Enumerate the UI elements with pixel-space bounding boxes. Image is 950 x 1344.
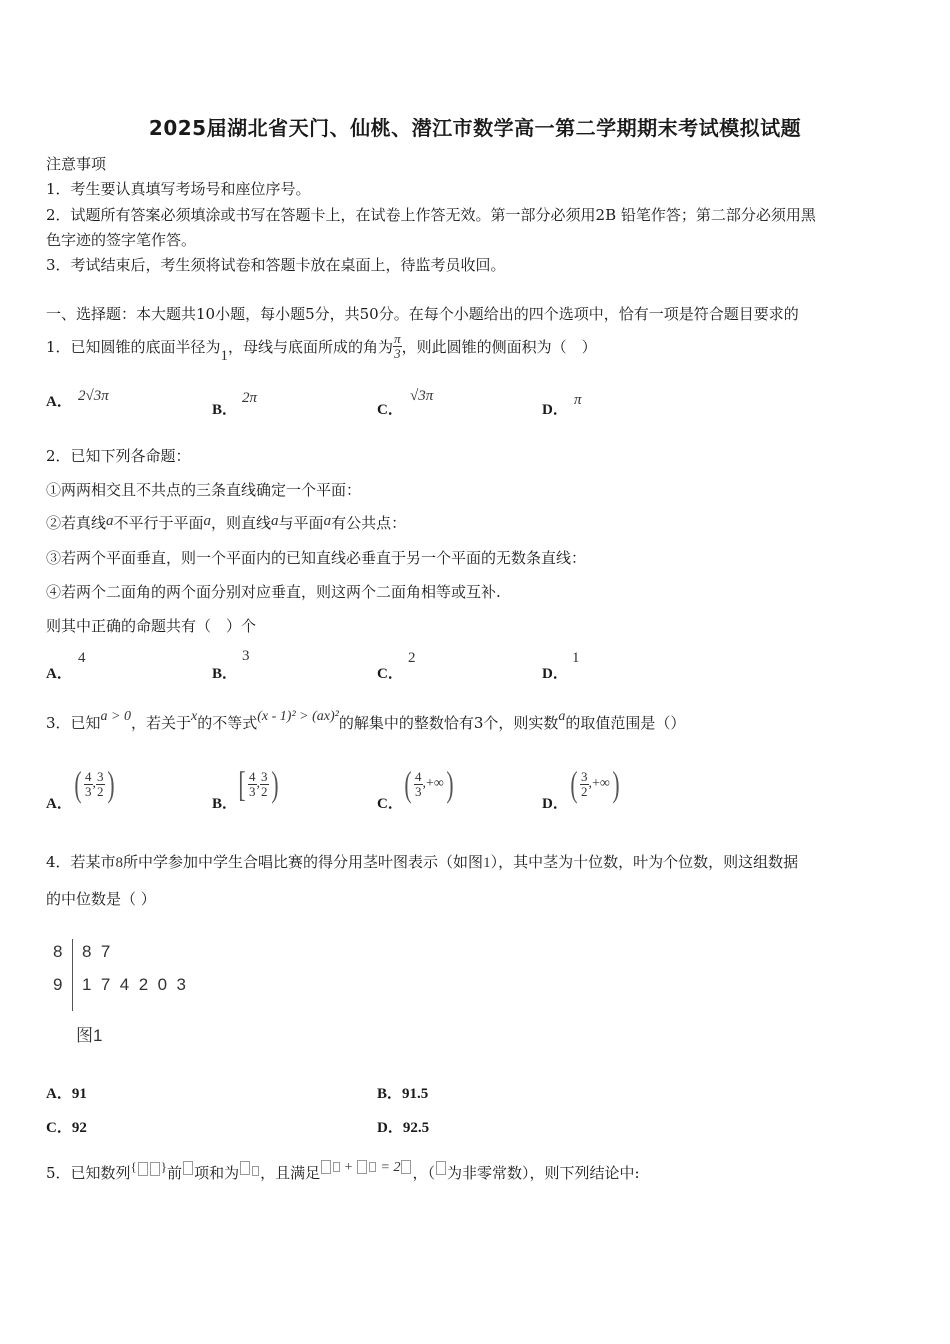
q1-option-c[interactable]: C． <box>377 402 403 418</box>
q2-option-b[interactable]: B． <box>212 666 238 682</box>
q4-line-1: 4．若某市8所中学参加中学生合唱比赛的得分用茎叶图表示（如图1），其中茎为十位数，叶为个位数，则这组数据 <box>46 853 799 871</box>
q2-option-a-value: 4 <box>78 650 86 666</box>
q4-option-d[interactable]: D．92.5 <box>377 1120 430 1136</box>
notice-item: 色字迹的签字笔作答。 <box>46 231 197 249</box>
q1-angle-fraction: $\frac{\pi}{3}$ <box>394 331 401 361</box>
notice-item: 2．试题所有答案必须填涂或书写在答题卡上，在试卷上作答无效。第一部分必须用2B 铅笔作答；第二部分必须用黑 <box>46 206 816 224</box>
q2-option-c[interactable]: C． <box>377 666 403 682</box>
q3-option-c-value: ( $\frac{4}{3}$ ,+∞ ) <box>404 764 454 804</box>
notice-heading: 注意事项 <box>46 155 107 173</box>
q1-radius: 1 <box>220 348 229 364</box>
q2-ask: 则其中正确的命题共有（ ）个 <box>46 617 257 635</box>
q1-option-b[interactable]: B． <box>212 402 238 418</box>
q2-option-a[interactable]: A． <box>46 666 72 682</box>
notice-item: 3．考试结束后，考生须将试卷和答题卡放在桌面上，待监考员收回。 <box>46 256 506 274</box>
question-5: 5．已知数列 { } 前 项和为 ，且满足 + = 2 ，（ 为非零常数），则下列结论中: <box>46 1159 640 1182</box>
q2-statement-3: ③若两个平面垂直，则一个平面内的已知直线必垂直于另一个平面的无数条直线： <box>46 549 587 567</box>
q3-condition: a > 0 <box>100 708 131 724</box>
figure-caption: 图1 <box>76 1026 103 1045</box>
q1-option-b-value: 2π <box>242 390 258 406</box>
leaf-values: 1 7 4 2 0 3 <box>82 975 186 994</box>
q3-option-b-value: [ $\frac{4}{3}$ , $\frac{3}{2}$ ) <box>238 764 279 804</box>
stem-value: 9 <box>53 975 63 994</box>
q3-inequality: (x - 1)² > (ax)² <box>257 708 339 724</box>
q3-option-a-value: ( $\frac{4}{3}$ , $\frac{3}{2}$ ) <box>74 764 115 804</box>
notice-item: 1．考生要认真填写考场号和座位序号。 <box>46 180 311 198</box>
q3-option-d-value: ( $\frac{3}{2}$ ,+∞ ) <box>570 764 620 804</box>
question-1 <box>46 331 597 364</box>
q3-option-b[interactable]: B． <box>212 796 238 812</box>
q2-statement-1: ①两两相交且不共点的三条直线确定一个平面： <box>46 481 362 499</box>
q2-statement-4: ④若两个二面角的两个面分别对应垂直，则这两个二面角相等或互补. <box>46 583 501 601</box>
q2-option-d[interactable]: D． <box>542 666 568 682</box>
stem-divider <box>72 939 73 1011</box>
q2-option-c-value: 2 <box>408 650 416 666</box>
leaf-values: 8 7 <box>82 942 111 961</box>
q3-option-d[interactable]: D． <box>542 796 568 812</box>
q1-option-d-value: π <box>574 392 582 408</box>
q1-option-a-value: 2√3π <box>78 388 109 404</box>
section-heading: 一、选择题：本大题共10小题，每小题5分，共50分。在每个小题给出的四个选项中，恰有一项是符合题目要求的 <box>46 305 799 323</box>
q2-statement-2: ②若真线a不平行于平面a，则直线a与平面a有公共点： <box>46 513 407 532</box>
q4-option-c[interactable]: C．92 <box>46 1120 87 1136</box>
q4-option-a[interactable]: A．91 <box>46 1086 87 1102</box>
q2-stem: 2．已知下列各命题： <box>46 447 191 465</box>
q1-option-c-value: √3π <box>410 388 434 404</box>
q1-text: ，母线与底面所成的角为 <box>228 338 394 356</box>
q1-text: ，则此圆锥的侧面积为（ ） <box>401 338 597 356</box>
q4-option-b[interactable]: B．91.5 <box>377 1086 429 1102</box>
question-3: 3．已知 a > 0 ，若关于 x 的不等式 (x - 1)² > (ax)² 的解集中的整数恰有3个，则实数 a 的取值范围是（） <box>46 708 686 732</box>
page-title: 2025届湖北省天门、仙桃、潜江市数学高一第二学期期末考试模拟试题 <box>148 116 802 140</box>
q4-line-2: 的中位数是（ ） <box>46 890 156 908</box>
q1-option-a[interactable]: A． <box>46 394 72 410</box>
q2-option-d-value: 1 <box>572 650 580 666</box>
stem-leaf-figure <box>48 935 248 1045</box>
q2-option-b-value: 3 <box>242 648 250 664</box>
stem-value: 8 <box>53 942 63 961</box>
q3-option-c[interactable]: C． <box>377 796 403 812</box>
q3-option-a[interactable]: A． <box>46 796 72 812</box>
q1-option-d[interactable]: D． <box>542 402 568 418</box>
q1-text: 1．已知圆锥的底面半径为 <box>46 338 221 356</box>
